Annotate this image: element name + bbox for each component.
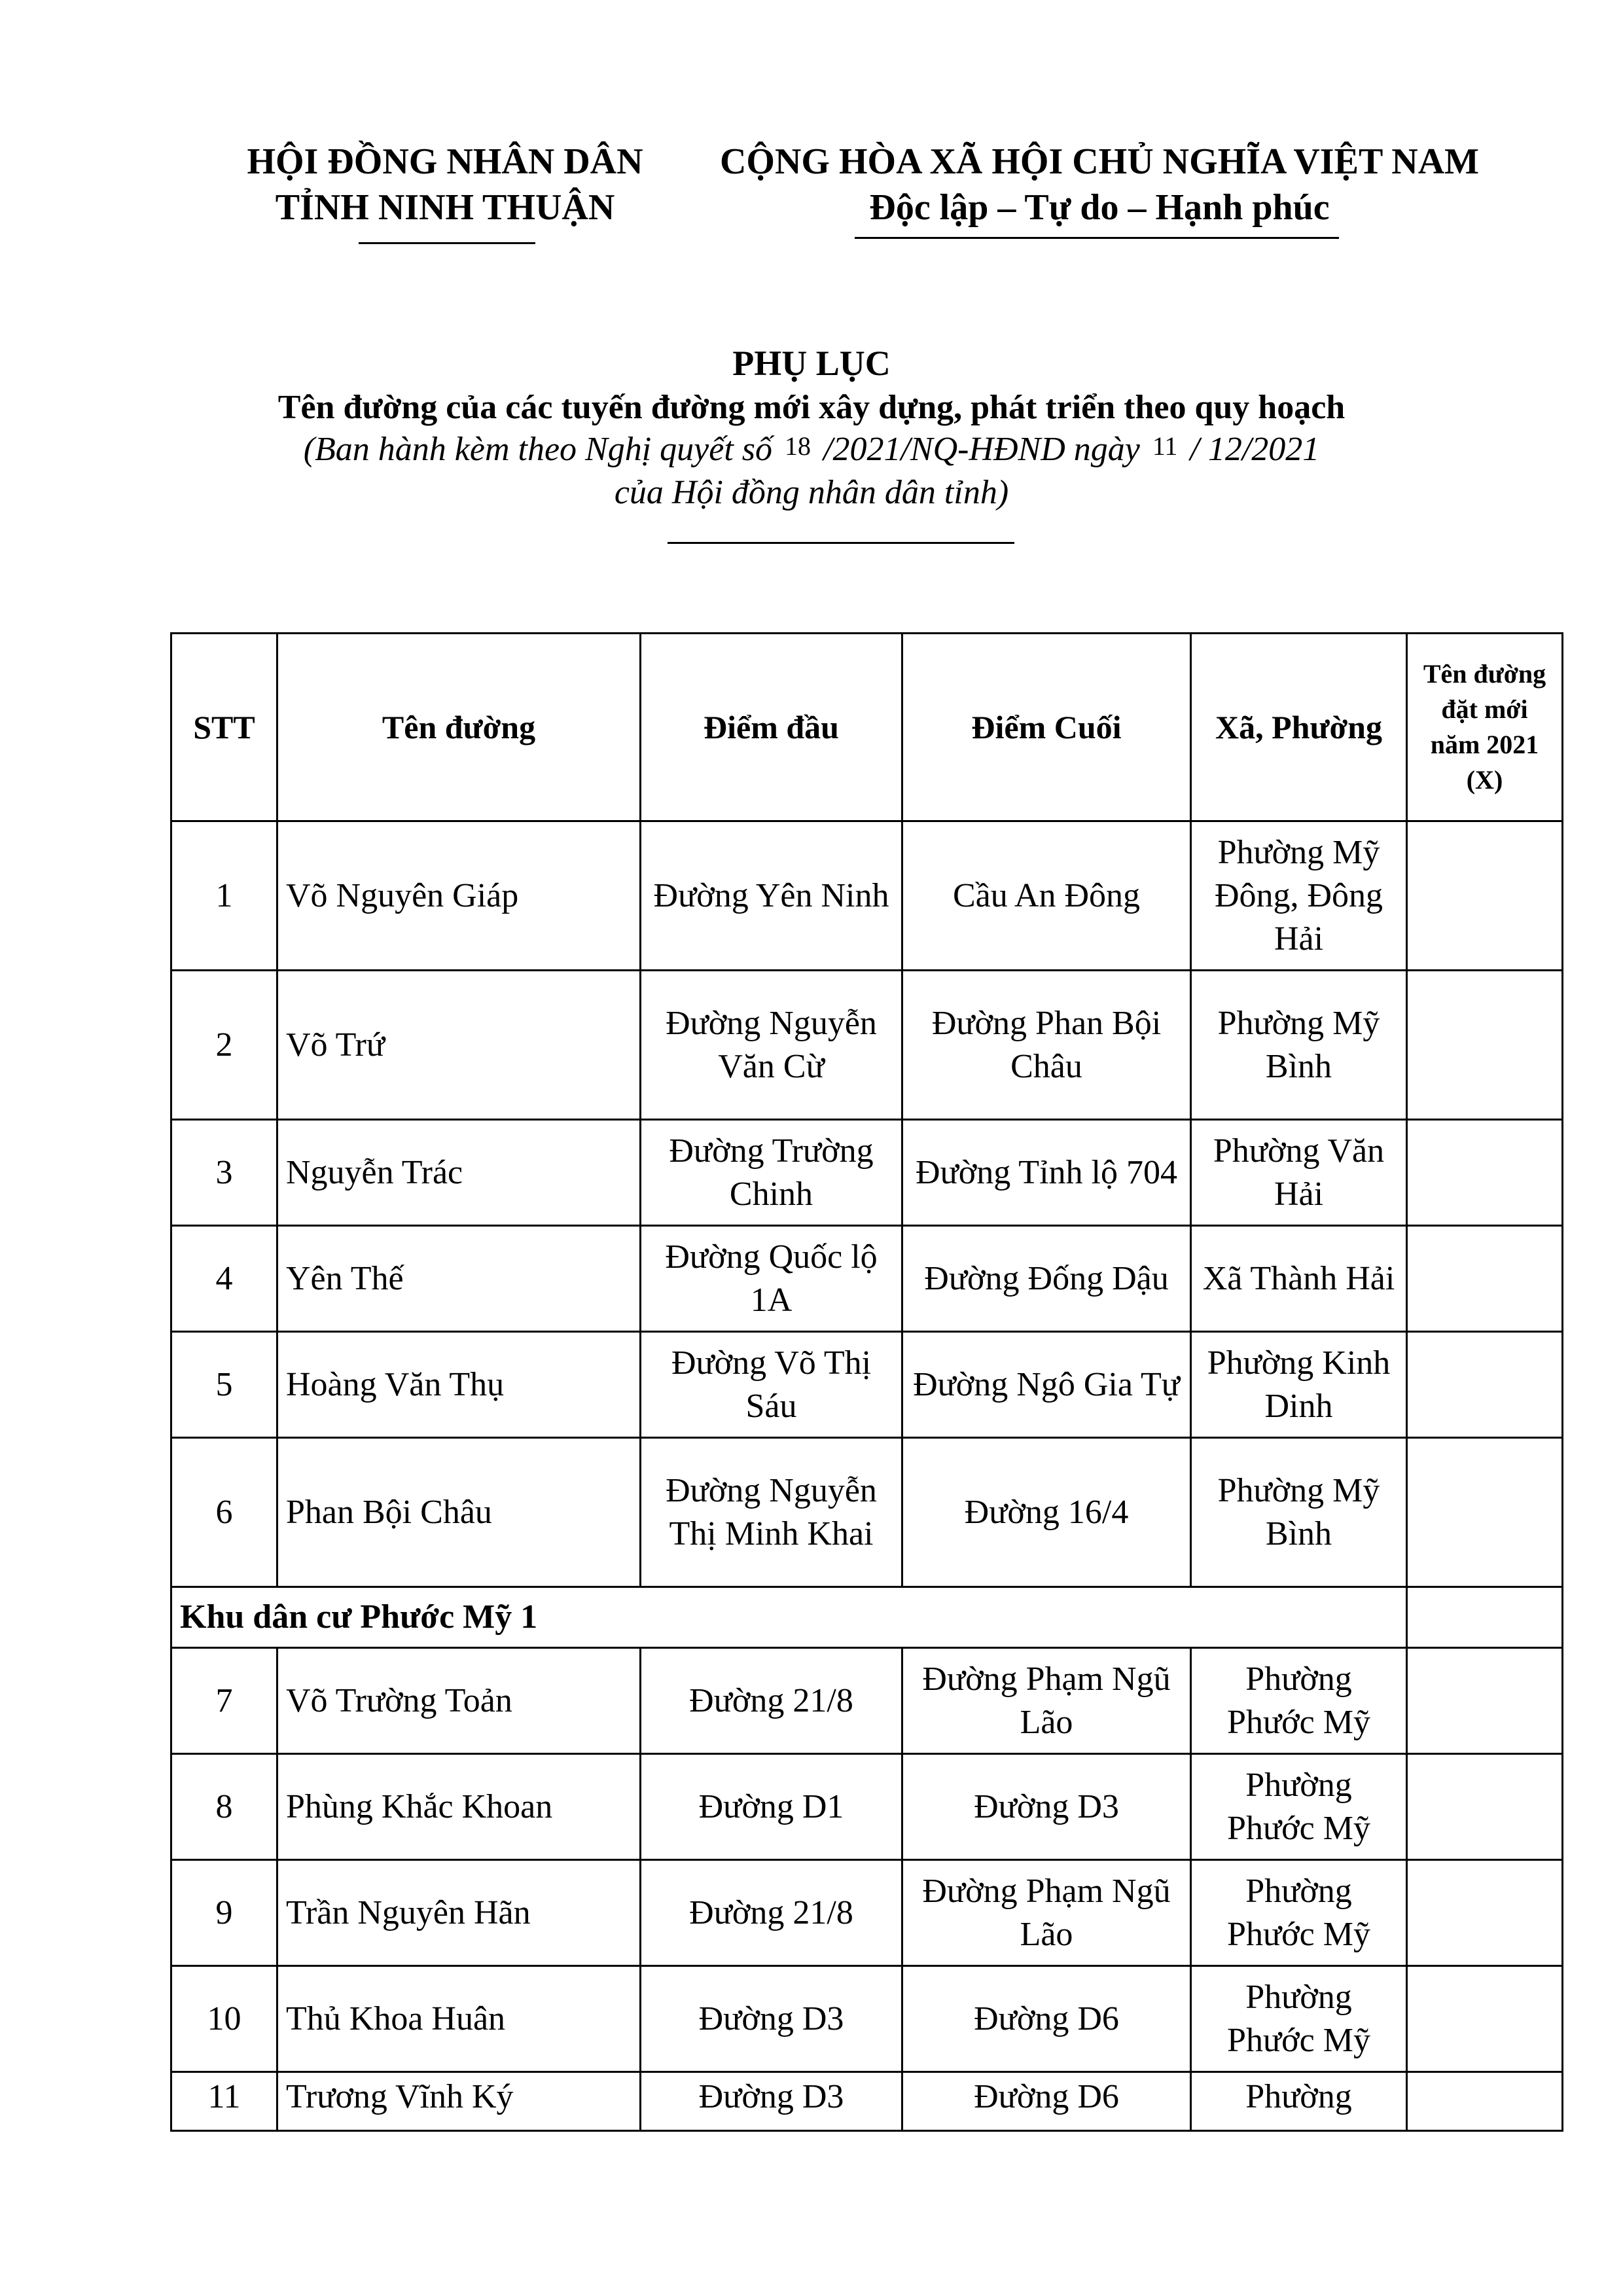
cell-name: Nguyễn Trác (277, 1120, 641, 1226)
cell-name: Hoàng Văn Thụ (277, 1332, 641, 1438)
cell-stt: 8 (171, 1754, 277, 1860)
cell-stt: 9 (171, 1860, 277, 1966)
cell-ward: Xã Thành Hải (1191, 1226, 1407, 1332)
cell-stt: 7 (171, 1648, 277, 1754)
title-underline (668, 542, 1014, 544)
cell-end: Cầu An Đông (902, 821, 1191, 971)
cell-start: Đường 21/8 (641, 1860, 902, 1966)
cell-stt: 2 (171, 971, 277, 1120)
table-row (171, 2072, 1563, 2131)
cell-ward: Phường Phước Mỹ (1191, 1966, 1407, 2072)
national-header (674, 139, 1525, 230)
cell-name: Võ Nguyên Giáp (277, 821, 641, 971)
section-new-cell (1407, 1587, 1563, 1648)
cell-name: Trương Vĩnh Ký (277, 2072, 641, 2131)
issuer-line1: HỘI ĐỒNG NHÂN DÂN (247, 141, 643, 182)
table-row (171, 1754, 1563, 1860)
cell-name: Võ Trứ (277, 971, 641, 1120)
cell-new (1407, 2072, 1563, 2131)
table-row (171, 1120, 1563, 1226)
cell-stt: 1 (171, 821, 277, 971)
cell-ward: Phường Mỹ Bình (1191, 1438, 1407, 1587)
table-row (171, 971, 1563, 1120)
issuance-line (0, 429, 1623, 472)
cell-ward: Phường Phước Mỹ (1191, 1754, 1407, 1860)
col-header-name: Tên đường (277, 634, 641, 821)
cell-end: Đường Ngô Gia Tự (902, 1332, 1191, 1438)
cell-start: Đường Quốc lộ 1A (641, 1226, 902, 1332)
cell-end: Đường D6 (902, 2072, 1191, 2131)
table-row (171, 821, 1563, 971)
cell-stt: 11 (171, 2072, 277, 2131)
cell-new (1407, 1226, 1563, 1332)
issuance-mid: /2021/NQ-HĐND ngày (823, 431, 1140, 468)
cell-ward: Phường Phước Mỹ (1191, 1648, 1407, 1754)
table-header-row (171, 634, 1563, 821)
issuance-date: / 12/2021 (1190, 431, 1320, 468)
issuer-header (216, 139, 674, 230)
table-row (171, 1438, 1563, 1587)
cell-new (1407, 1438, 1563, 1587)
roads-table (170, 632, 1563, 2132)
cell-stt: 4 (171, 1226, 277, 1332)
cell-end: Đường Tỉnh lộ 704 (902, 1120, 1191, 1226)
table-row (171, 1648, 1563, 1754)
cell-start: Đường Yên Ninh (641, 821, 902, 971)
cell-start: Đường Nguyễn Thị Minh Khai (641, 1438, 902, 1587)
cell-name: Phùng Khắc Khoan (277, 1754, 641, 1860)
table-row (171, 1966, 1563, 2072)
appendix-heading: PHỤ LỤC (732, 344, 891, 383)
appendix-subtitle: Tên đường của các tuyến đường mới xây dựng, phát triển theo quy hoạch (277, 389, 1346, 426)
cell-name: Trần Nguyên Hãn (277, 1860, 641, 1966)
cell-new (1407, 1332, 1563, 1438)
cell-end: Đường Đống Dậu (902, 1226, 1191, 1332)
issuer-line2: TỈNH NINH THUẬN (275, 187, 615, 228)
col-header-ward: Xã, Phường (1191, 634, 1407, 821)
table-row (171, 1226, 1563, 1332)
cell-stt: 5 (171, 1332, 277, 1438)
cell-stt: 6 (171, 1438, 277, 1587)
cell-ward: Phường Mỹ Đông, Đông Hải (1191, 821, 1407, 971)
col-header-new: Tên đường đặt mới năm 2021 (X) (1407, 634, 1563, 821)
national-title: CỘNG HÒA XÃ HỘI CHỦ NGHĨA VIỆT NAM (719, 141, 1480, 182)
cell-name: Thủ Khoa Huân (277, 1966, 641, 2072)
issuer-underline (359, 242, 535, 244)
cell-new (1407, 1860, 1563, 1966)
cell-start: Đường Trường Chinh (641, 1120, 902, 1226)
section-label: Khu dân cư Phước Mỹ 1 (171, 1587, 1407, 1648)
cell-end: Đường Phạm Ngũ Lão (902, 1648, 1191, 1754)
cell-name: Phan Bội Châu (277, 1438, 641, 1587)
cell-new (1407, 821, 1563, 971)
issuance-line2: của Hội đồng nhân dân tỉnh) (614, 474, 1009, 511)
cell-new (1407, 1966, 1563, 2072)
cell-new (1407, 1648, 1563, 1754)
cell-ward: Phường Kinh Dinh (1191, 1332, 1407, 1438)
cell-end: Đường 16/4 (902, 1438, 1191, 1587)
cell-start: Đường Võ Thị Sáu (641, 1332, 902, 1438)
cell-start: Đường Nguyễn Văn Cừ (641, 971, 902, 1120)
cell-end: Đường D3 (902, 1754, 1191, 1860)
table-row (171, 1860, 1563, 1966)
cell-new (1407, 1120, 1563, 1226)
cell-ward: Phường (1191, 2072, 1407, 2131)
cell-end: Đường Phạm Ngũ Lão (902, 1860, 1191, 1966)
cell-start: Đường D3 (641, 1966, 902, 2072)
cell-end: Đường D6 (902, 1966, 1191, 2072)
col-header-stt: STT (171, 634, 277, 821)
cell-stt: 3 (171, 1120, 277, 1226)
national-motto: Độc lập – Tự do – Hạnh phúc (869, 187, 1330, 228)
cell-ward: Phường Phước Mỹ (1191, 1860, 1407, 1966)
cell-name: Võ Trường Toản (277, 1648, 641, 1754)
cell-start: Đường D3 (641, 2072, 902, 2131)
cell-ward: Phường Văn Hải (1191, 1120, 1407, 1226)
motto-underline (855, 237, 1339, 239)
issuance-day: 11 (1152, 431, 1178, 461)
cell-new (1407, 971, 1563, 1120)
cell-start: Đường D1 (641, 1754, 902, 1860)
table-row (171, 1332, 1563, 1438)
cell-new (1407, 1754, 1563, 1860)
cell-start: Đường 21/8 (641, 1648, 902, 1754)
cell-name: Yên Thế (277, 1226, 641, 1332)
cell-end: Đường Phan Bội Châu (902, 971, 1191, 1120)
resolution-number: 18 (785, 431, 811, 461)
col-header-end: Điểm Cuối (902, 634, 1191, 821)
cell-ward: Phường Mỹ Bình (1191, 971, 1407, 1120)
issuance-prefix: (Ban hành kèm theo Nghị quyết số (303, 431, 772, 468)
cell-stt: 10 (171, 1966, 277, 2072)
section-row (171, 1587, 1563, 1648)
col-header-start: Điểm đầu (641, 634, 902, 821)
